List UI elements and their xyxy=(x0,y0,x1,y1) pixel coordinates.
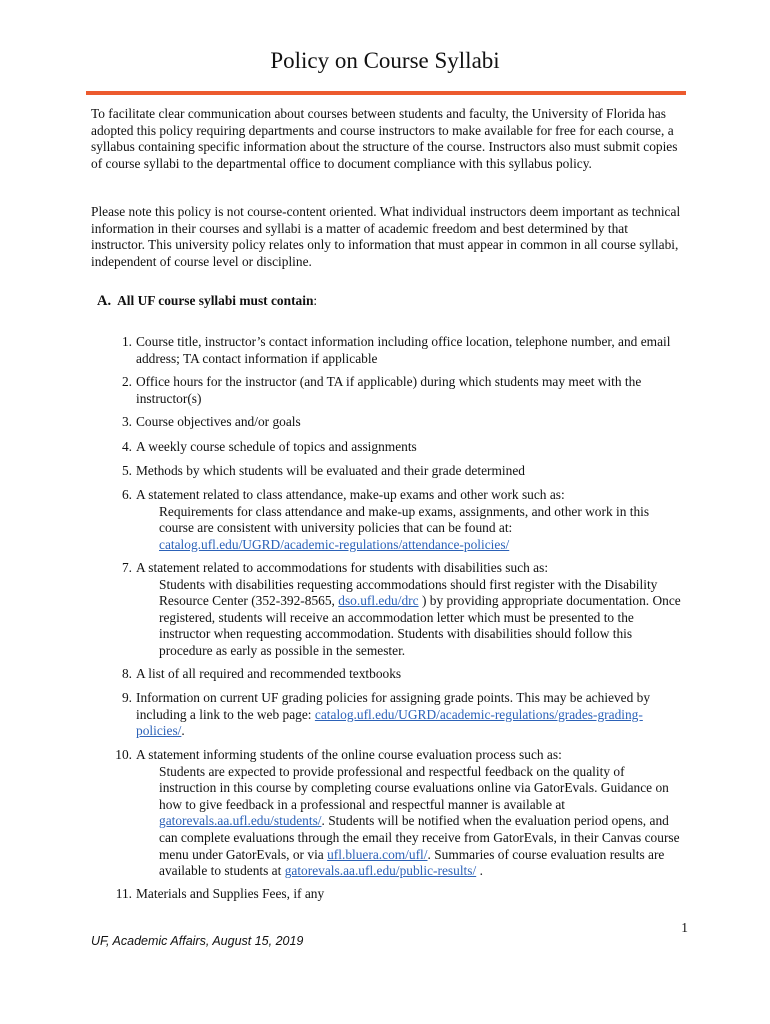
list-text: A statement informing students of the online course evaluation process such as: xyxy=(136,747,562,762)
section-letter: A. xyxy=(97,293,112,309)
list-text: Methods by which students will be evaluated and their grade determined xyxy=(136,463,525,478)
sub-text: Requirements for class attendance and make-up exams, assignments, and other work in this course are consistent with university policies that can be found at: xyxy=(159,503,650,536)
drc-link[interactable]: dso.ufl.edu/drc xyxy=(338,593,419,609)
list-number: 7. xyxy=(121,560,132,575)
list-text: A statement related to accommodations for students with disabilities such as: xyxy=(136,560,549,575)
list-text: Office hours for the instructor (and TA if applicable) during which students may meet with the instructor(s) xyxy=(136,374,642,406)
intro-paragraph-2: Please note this policy is not course-content oriented. What individual instructors deem important as technical information in their courses and syllabi is a matter of academic freedom and best determined by that instructor. This university policy relates only to information that must appear in common in all course syllabi, independent of course level or discipline. xyxy=(91,204,681,269)
list-number: 1. xyxy=(121,334,132,349)
footer-text: UF, Academic Affairs, August 15, 2019 xyxy=(91,934,304,948)
disability-statement: Students with disabilities requesting accommodations should first register with the Disability Resource Center (352-392-8565, dso.ufl.edu/drc ) by providing appropriate documentation. Once registered, students will receive an accommodation letter which must be presented to the instructor when requesting accommodation. Students with disabilities should follow this procedure as early as possible in the semester. xyxy=(159,576,681,658)
list-number: 2. xyxy=(121,374,132,389)
list-number: 6. xyxy=(121,487,132,502)
list-text: Course objectives and/or goals xyxy=(136,414,301,429)
page-number: 1 xyxy=(681,920,688,935)
list-number: 4. xyxy=(121,439,132,454)
bluera-link[interactable]: ufl.bluera.com/ufl/ xyxy=(327,846,428,862)
section-heading-text: All UF course syllabi must contain xyxy=(117,293,314,308)
section-heading-colon: : xyxy=(313,293,318,308)
page-title: Policy on Course Syllabi xyxy=(270,48,500,73)
attendance-policy-statement xyxy=(136,504,684,554)
list-number: 10. xyxy=(115,747,132,762)
list-text: A statement related to class attendance, make-up exams and other work such as: xyxy=(136,487,565,502)
evaluation-statement: Students are expected to provide professional and respectful feedback on the quality of instruction in this course by completing course evaluations online via GatorEvals. Guidance on how to give feedback in a professional and respectful manner is available at gatorevals.aa.ufl.edu/students/. Students will be notified when the evaluation period opens, and can complete evaluations through the email they receive from GatorEvals, in their Canvas course menu under GatorEvals, or via ufl.bluera.com/ufl/. Summaries of course evaluation results are available to students at gatorevals.aa.ufl.edu/public-results/ . xyxy=(159,763,680,879)
list-text: Materials and Supplies Fees, if any xyxy=(136,886,325,901)
gatorevals-students-link[interactable]: gatorevals.aa.ufl.edu/students/ xyxy=(159,813,322,829)
attendance-policies-link[interactable]: catalog.ufl.edu/UGRD/academic-regulations/attendance-policies/ xyxy=(159,536,510,552)
list-text: Information on current UF grading policies for assigning grade points. This may be achieved by including a link to the web page: xyxy=(136,690,651,722)
list-number: 3. xyxy=(121,414,132,429)
list-text: A weekly course schedule of topics and assignments xyxy=(136,439,417,454)
public-results-link[interactable]: gatorevals.aa.ufl.edu/public-results/ xyxy=(284,863,477,879)
title-underline-rule xyxy=(86,91,686,95)
grading-policies-link[interactable]: catalog.ufl.edu/UGRD/academic-regulations/grades-grading-policies/ xyxy=(136,706,643,739)
list-text: Course title, instructor’s contact information including office location, telephone number, and email address; TA contact information if applicable xyxy=(136,334,671,366)
list-number: 5. xyxy=(121,463,132,478)
section-a-heading xyxy=(97,292,317,310)
list-number: 11. xyxy=(115,886,132,901)
list-text: A list of all required and recommended textbooks xyxy=(136,666,402,681)
document-page: Policy on Course Syllabi To facilitate clear communication about courses between students and faculty, the University of Florida has adopted this policy requiring departments and course instructors to make available for free for each course, a syllabus containing specific information about the structure of the course. Instructors also must submit copies of course syllabi to the departmental office to document compliance with this syllabus policy. Please note this policy is not course-content oriented. What individual instructors deem important as technical information in their courses and syllabi is a matter of academic freedom and best determined by that instructor. This university policy relates only to information that must appear in common in all course syllabi, independent of course level or discipline. A. All UF course syllabi must contain: 1. Course title, instructor’s contact information including office location, telephone number, and email address; TA contact information if applicable 2. Office hours for the instructor (and TA if applicable) during which students may meet with the instructor(s) 3. Course objectives and/or goals 4. A weekly course schedule of topics and assignments 5. Methods by which students will be evaluated and their grade determined 6. A statement related to class attendance, make-up exams and other work such as: Requirements for class attendance and make-up exams, assignments, and other work in this course are consistent with university policies that can be found at: catalog.ufl.edu/UGRD/academic-regulations/attendance-policies/ 7. A statement related to accommodations for students with disabilities such as: Students with disabilities requesting accommodations should first register with the Disability Resource Center (352-392-8565, dso.ufl.edu/drc ) by providing appropriate documentation. Once registered, students will receive an accommodation letter which must be presented to the instructor when requesting accommodation. Students with disabilities should follow this procedure as early as possible in the semester. 8. A list of all required and recommended textbooks 9. Information on current UF grading policies for assigning grade points. This may be achieved by including a link to the web page: catalog.ufl.edu/UGRD/academic-regulations/grades-grading-policies/. 10. A statement informing students of the online course evaluation process such as: Students are expected to provide professional and respectful feedback on the quality of instruction in this course by completing course evaluations online via GatorEvals. Guidance on how to give feedback in a professional and respectful manner is available at gatorevals.aa.ufl.edu/students/. Students will be notified when the evaluation period opens, and can complete evaluations through the email they receive from GatorEvals, in their Canvas course menu under GatorEvals, or via ufl.bluera.com/ufl/. Summaries of course evaluation results are available to students at gatorevals.aa.ufl.edu/public-results/ . 11. Materials and Supplies Fees, if any 1 UF, Academic Affairs, August 15, 2019 xyxy=(0,0,770,1024)
intro-paragraph-1: To facilitate clear communication about courses between students and faculty, the University of Florida has adopted this policy requiring departments and course instructors to make available for free for each course, a syllabus containing specific information about the structure of the course. Instructors also must submit copies of course syllabi to the departmental office to document compliance with this syllabus policy. xyxy=(91,106,678,171)
list-number: 9. xyxy=(121,690,132,705)
list-number: 8. xyxy=(121,666,132,681)
